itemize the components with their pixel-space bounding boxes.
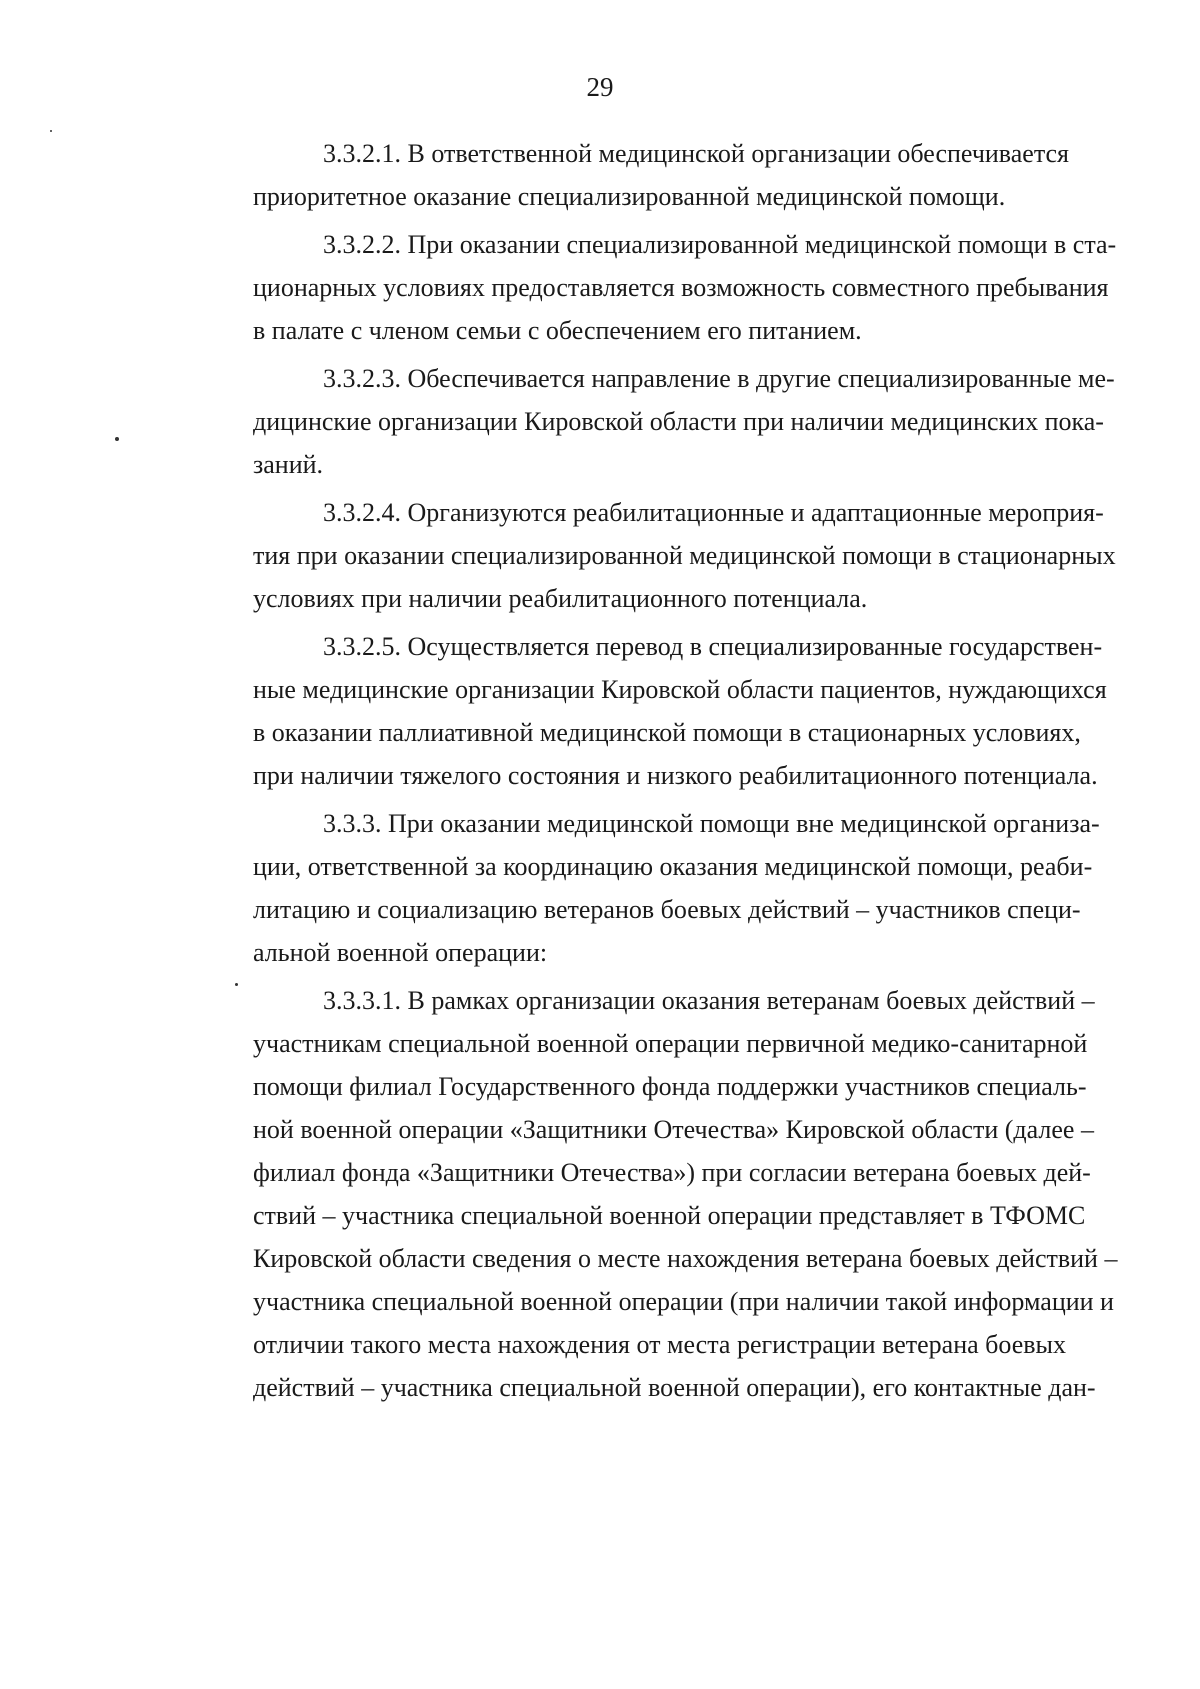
text-line: тия при оказании специализированной медицинской помощи в стационарных [253,541,1116,570]
paragraph-3-3-3 [183,802,1100,974]
scan-speck [235,983,238,986]
paragraph-3-3-2-5 [183,625,1107,797]
text-line: 3.3.2.5. Осуществляется перевод в специализированные государствен- [323,632,1103,661]
text-line: ные медицинские организации Кировской области пациентов, нуждающихся [253,675,1107,704]
page-number: 29 [586,72,614,102]
text-line: 3.3.3.1. В рамках организации оказания ветеранам боевых действий – [323,986,1095,1015]
text-line: условиях при наличии реабилитационного потенциала. [253,584,868,613]
text-line: помощи филиал Государственного фонда поддержки участников специаль- [253,1072,1087,1101]
paragraph-3-3-2-3 [183,357,1115,486]
text-line: 3.3.2.4. Организуются реабилитационные и адаптационные мероприя- [323,498,1104,527]
text-line: альной военной операции: [253,938,548,967]
paragraph-3-3-2-1 [183,132,1070,218]
text-line: 3.3.2.1. В ответственной медицинской организации обеспечивается [323,139,1070,168]
text-line: участникам специальной военной операции первичной медико-санитарной [253,1029,1088,1058]
text-line: 3.3.2.3. Обеспечивается направление в другие специализированные ме- [323,364,1115,393]
text-line: литацию и социализацию ветеранов боевых действий – участников специ- [253,895,1081,924]
text-line: ствий – участника специальной военной операции представляет в ТФОМС [253,1201,1086,1230]
text-line: участника специальной военной операции (при наличии такой информации и [253,1287,1114,1316]
text-line: ции, ответственной за координацию оказания медицинской помощи, реаби- [253,852,1093,881]
text-line: Кировской области сведения о месте нахождения ветерана боевых действий – [253,1244,1118,1273]
text-line: в оказании паллиативной медицинской помощи в стационарных условиях, [253,718,1081,747]
paragraph-3-3-2-4 [183,491,1116,620]
text-line: отличии такого места нахождения от места регистрации ветерана боевых [253,1330,1066,1359]
text-line: 3.3.3. При оказании медицинской помощи вне медицинской организа- [323,809,1100,838]
text-line: действий – участника специальной военной операции), его контактные дан- [253,1373,1096,1402]
paragraph-3-3-2-2 [183,223,1117,352]
scan-speck [50,130,52,132]
text-line: 3.3.2.2. При оказании специализированной медицинской помощи в ста- [323,230,1117,259]
text-line: ной военной операции «Защитники Отечества» Кировской области (далее – [253,1115,1094,1144]
text-line: ционарных условиях предоставляется возможность совместного пребывания [253,273,1109,302]
text-line: заний. [253,450,324,479]
text-line: при наличии тяжелого состояния и низкого реабилитационного потенциала. [253,761,1098,790]
document-body [183,132,1118,1409]
text-line: дицинские организации Кировской области при наличии медицинских пока- [253,407,1104,436]
scan-speck [115,437,119,441]
paragraph-3-3-3-1 [183,979,1118,1409]
text-line: приоритетное оказание специализированной медицинской помощи. [253,182,1006,211]
text-line: в палате с членом семьи с обеспечением его питанием. [253,316,862,345]
text-line: филиал фонда «Защитники Отечества») при согласии ветерана боевых дей- [253,1158,1091,1187]
